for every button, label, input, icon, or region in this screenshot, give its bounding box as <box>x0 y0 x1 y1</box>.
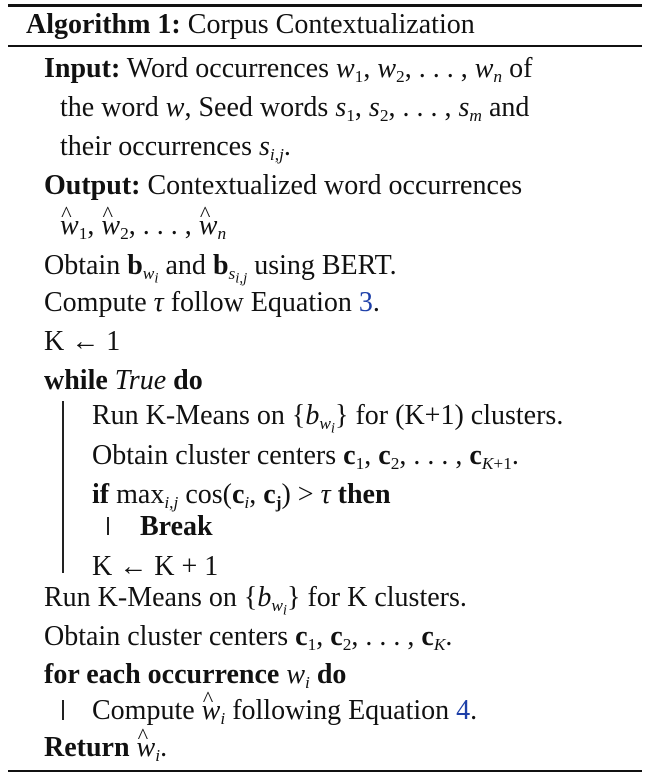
algorithm-name: Corpus Contextualization <box>187 9 475 40</box>
output-keyword: Output: <box>44 170 141 201</box>
step-for-each: for each occurrence $w_i$ do <box>44 659 347 693</box>
equation-3-link[interactable]: 3 <box>358 287 373 318</box>
step-compute-tau: Compute τ follow Equation 3. <box>44 287 380 318</box>
algorithm-label: Algorithm 1: <box>26 9 181 40</box>
step-text: Compute <box>44 287 147 318</box>
algorithm-title <box>26 6 475 44</box>
output-text: Contextualized word occurrences <box>147 170 523 201</box>
step-text: for (K+1) clusters. <box>355 400 564 431</box>
step-if: if $\max_{i,j} \cos(c_i$, $c_j) > \tau$ then <box>92 479 391 513</box>
step-text: for K clusters. <box>307 582 467 613</box>
for-block-bar <box>62 700 64 720</box>
step-obtain-embeddings: Obtain $b_{w_i}$ and $b_{s_{i,j}}$ using BERT. <box>44 250 397 287</box>
input-line-3: their occurrences $s_{i,j}$. <box>60 131 291 165</box>
if-block-bar <box>107 517 109 535</box>
break-keyword: Break <box>140 511 213 542</box>
step-text: K ← K + 1 <box>92 551 219 582</box>
step-break <box>140 509 213 545</box>
bottom-rule <box>8 770 642 772</box>
do-keyword: do <box>316 659 347 690</box>
input-text-2a: the word <box>60 92 159 123</box>
while-keyword: while <box>44 365 108 396</box>
step-run-kmeans-inner: Run K-Means on $\{b_{w_i}\}$ for (K+1) clusters. <box>92 400 564 437</box>
step-text: Compute <box>92 695 195 726</box>
input-text-of: of <box>509 53 533 84</box>
step-centers-inner: Obtain cluster centers $c_1$, $c_2$, . . . , $c_{K+1}$. <box>92 440 519 474</box>
while-block-bar <box>62 401 64 573</box>
if-keyword: if <box>92 479 110 510</box>
input-keyword: Input: <box>44 53 121 84</box>
input-text-3: their occurrences <box>60 131 252 162</box>
step-text: Obtain <box>44 250 121 281</box>
step-run-kmeans-outer: Run K-Means on $\{b_{w_i}\}$ for K clusters. <box>44 582 467 619</box>
for-keyword: for each occurrence <box>44 659 280 690</box>
step-text: and <box>165 250 206 281</box>
input-text-1: Word occurrences <box>126 53 329 84</box>
then-keyword: then <box>337 479 391 510</box>
title-rule <box>8 45 642 47</box>
step-text: Run K-Means on <box>44 582 237 613</box>
step-text: using BERT. <box>254 250 397 281</box>
output-line-1 <box>44 168 522 204</box>
step-text: Obtain cluster centers <box>44 621 289 652</box>
do-keyword: do <box>173 365 203 396</box>
step-compute-w: Compute ^ $w_i$ following Equation 4. <box>92 693 477 729</box>
return-keyword: Return <box>44 732 130 763</box>
step-text: Run K-Means on <box>92 400 285 431</box>
input-line-2: the word w, Seed words $s_1$, $s_2$, . . . , $s_m$ and <box>60 92 530 126</box>
equation-4-link[interactable]: 4 <box>456 695 471 726</box>
output-line-2: ^ $w_1$, ^ $w_2$, . . . , ^ $w_n$ <box>60 208 226 244</box>
step-text: K ← 1 <box>44 326 121 357</box>
while-condition: True <box>114 365 167 396</box>
step-text: follow Equation <box>170 287 352 318</box>
input-text-2b: , Seed words <box>184 92 329 123</box>
input-text-2c: and <box>488 92 530 123</box>
step-text: Obtain cluster centers <box>92 440 337 471</box>
step-return: Return ^ $w_i$. <box>44 730 167 766</box>
step-while <box>44 363 203 399</box>
step-centers-outer: Obtain cluster centers $c_1$, $c_2$, . . . , $c_K$. <box>44 621 453 655</box>
step-text: following Equation <box>232 695 450 726</box>
input-line-1: Input: Word occurrences $w_1$, $w_2$, . . . , $w_n$ of <box>44 53 533 87</box>
step-k-init <box>44 324 120 360</box>
